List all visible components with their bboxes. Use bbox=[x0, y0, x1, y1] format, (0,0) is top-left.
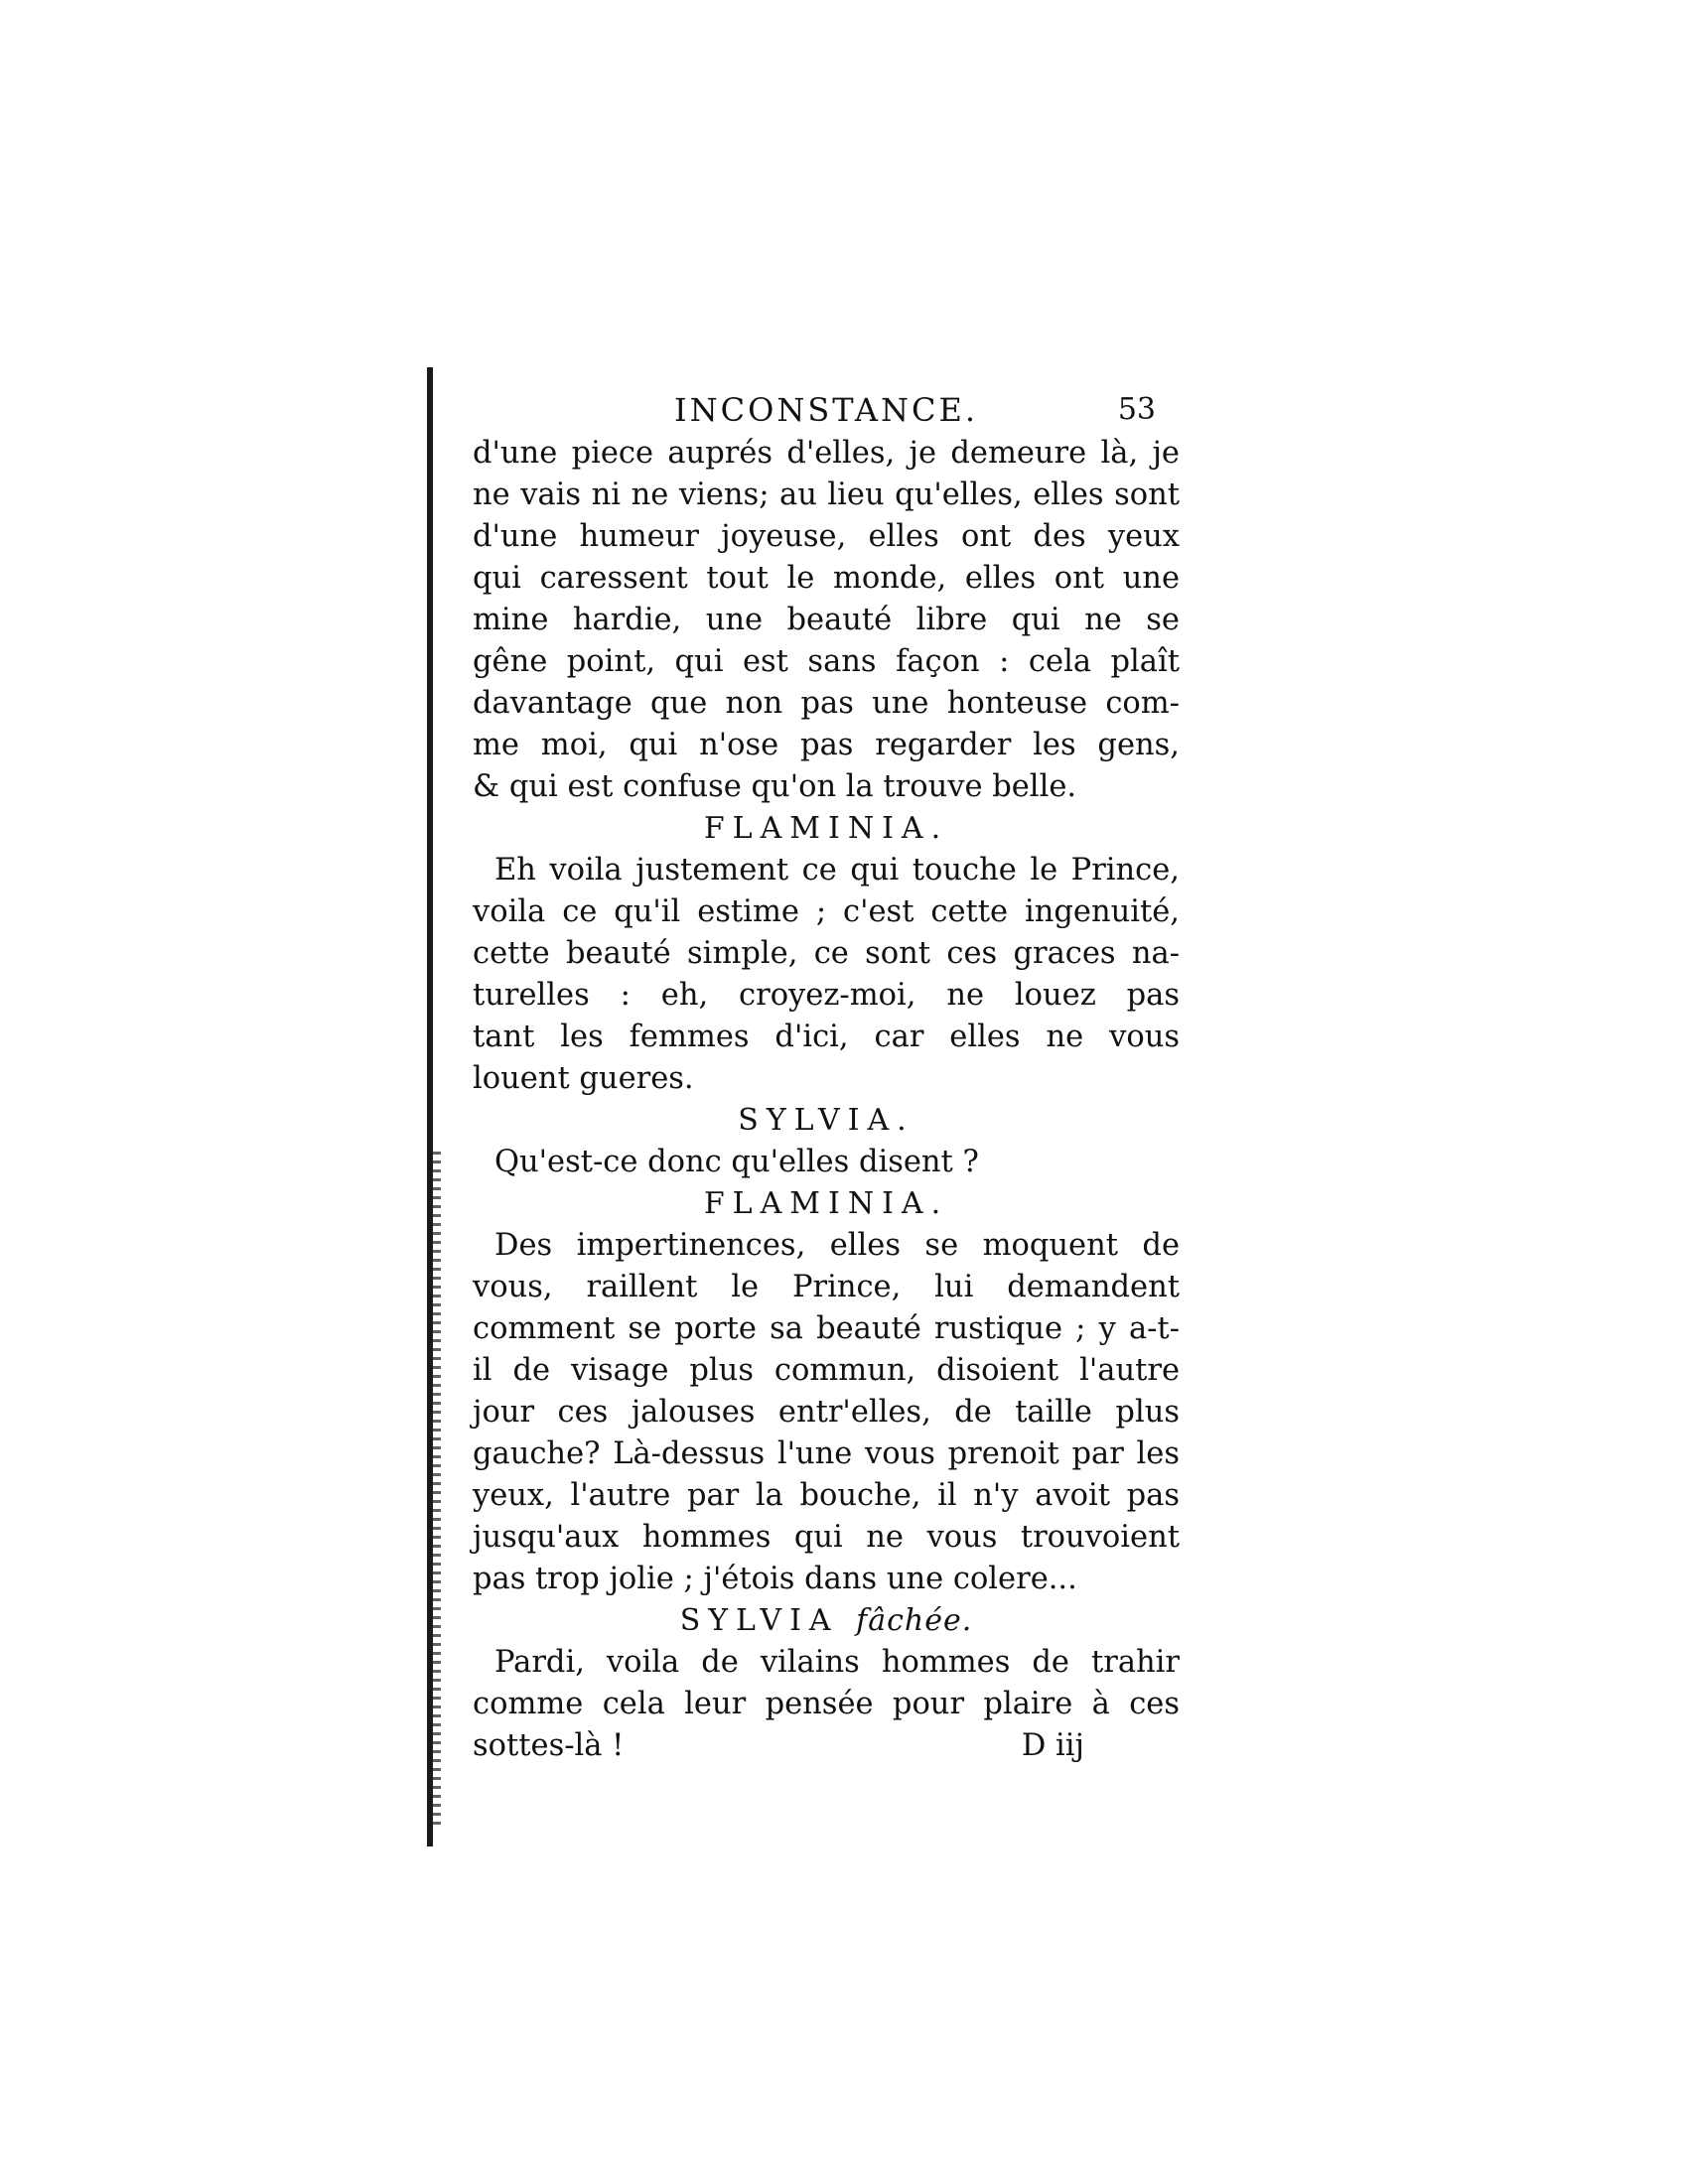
text-line: Des impertinences, elles se moquent de bbox=[494, 1228, 1180, 1263]
book-page bbox=[473, 389, 1180, 1767]
text-line: voila ce qu'il estime ; c'est cette ingenuité, bbox=[473, 894, 1180, 929]
text-line: turelles : eh, croyez-moi, ne louez pas bbox=[473, 978, 1180, 1013]
text-line: comme cela leur pensée pour plaire à ces bbox=[473, 1687, 1180, 1721]
text-line: Eh voila justement ce qui touche le Prince, bbox=[494, 853, 1180, 887]
speaker-heading: FLAMINIA. bbox=[703, 1186, 949, 1221]
text-line: louent gueres. bbox=[473, 1061, 694, 1096]
page-gutter-speckle bbox=[433, 1152, 441, 1827]
text-line: jusqu'aux hommes qui ne vous trouvoient bbox=[473, 1520, 1180, 1555]
speaker-heading: FLAMINIA. bbox=[703, 811, 949, 846]
text-line: & qui est confuse qu'on la trouve belle. bbox=[473, 769, 1077, 804]
speaker-heading bbox=[473, 1600, 1180, 1642]
text-line: me moi, qui n'ose pas regarder les gens, bbox=[473, 728, 1180, 762]
text-line: qui caressent tout le monde, elles ont une bbox=[473, 561, 1180, 596]
text-line: yeux, l'autre par la bouche, il n'y avoit pas bbox=[473, 1478, 1180, 1513]
running-header bbox=[473, 389, 1180, 433]
page-footer-line bbox=[473, 1725, 1180, 1767]
page-number: 53 bbox=[1117, 392, 1156, 427]
text-line: d'une humeur joyeuse, elles ont des yeux bbox=[473, 519, 1180, 554]
signature-mark: D iij bbox=[1021, 1728, 1084, 1763]
speech-paragraph bbox=[473, 1225, 1180, 1600]
speech-paragraph bbox=[473, 850, 1180, 1100]
text-line: vous, raillent le Prince, lui demandent bbox=[473, 1270, 1180, 1304]
text-line: gêne point, qui est sans façon : cela plaît bbox=[473, 644, 1180, 679]
speech-paragraph bbox=[473, 1142, 1180, 1183]
speaker-heading: SYLVIA. bbox=[738, 1103, 914, 1138]
text-line: comment se porte sa beauté rustique ; y a-t- bbox=[473, 1311, 1180, 1346]
running-title: INCONSTANCE. bbox=[674, 391, 978, 429]
text-line: davantage que non pas une honteuse com- bbox=[473, 686, 1180, 721]
text-line: jour ces jalouses entr'elles, de taille plus bbox=[473, 1395, 1180, 1430]
stage-direction: fâchée. bbox=[856, 1603, 973, 1638]
speaker-name: SYLVIA bbox=[679, 1603, 839, 1638]
text-line: Qu'est-ce donc qu'elles disent ? bbox=[494, 1145, 979, 1179]
text-line: il de visage plus commun, disoient l'autre bbox=[473, 1353, 1180, 1388]
text-line: cette beauté simple, ce sont ces graces na- bbox=[473, 936, 1180, 971]
text-line: ne vais ni ne viens; au lieu qu'elles, elles sont bbox=[473, 478, 1180, 512]
speech-paragraph bbox=[473, 433, 1180, 808]
text-line: mine hardie, une beauté libre qui ne se bbox=[473, 603, 1180, 637]
speech-paragraph bbox=[473, 1642, 1180, 1767]
text-line: tant les femmes d'ici, car elles ne vous bbox=[473, 1020, 1180, 1054]
text-line: pas trop jolie ; j'étois dans une colere... bbox=[473, 1562, 1077, 1596]
text-line: d'une piece auprés d'elles, je demeure là, je bbox=[473, 436, 1180, 471]
text-line: sottes-là ! bbox=[473, 1728, 625, 1763]
text-line: Pardi, voila de vilains hommes de trahir bbox=[494, 1645, 1180, 1680]
text-line: gauche? Là-dessus l'une vous prenoit par les bbox=[473, 1436, 1180, 1471]
